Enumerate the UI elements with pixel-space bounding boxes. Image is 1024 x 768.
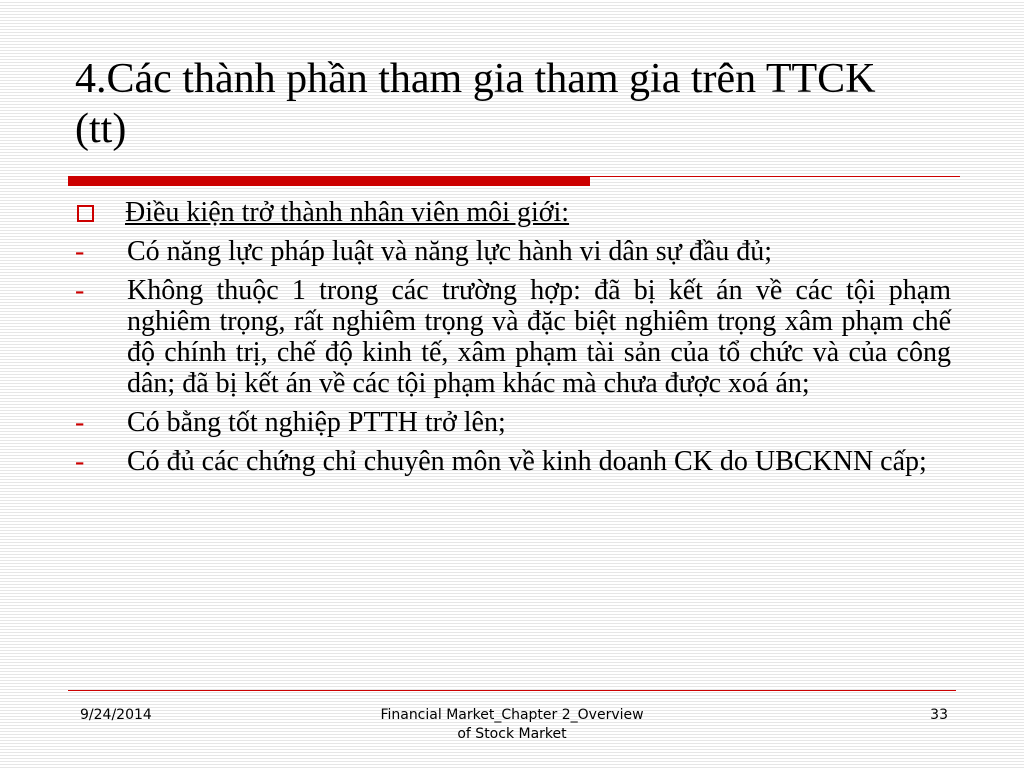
page-number: 33 xyxy=(930,707,948,723)
heading-row xyxy=(75,197,951,228)
title-underline-accent xyxy=(68,176,590,186)
dash-bullet: - xyxy=(75,446,85,477)
slide-body xyxy=(75,197,951,477)
list-item-text: Có năng lực pháp luật và năng lực hành vi dân sự đầu đủ; xyxy=(127,236,773,267)
list-item-text: Không thuộc 1 trong các trường hợp: đã bị kết án về các tội phạm nghiêm trọng, rất nghiêm trọng và đặc biệt nghiêm trọng xâm phạm chế độ chính trị, chế độ kinh tế, xâm phạm tài sản của tổ chức và của công dân; đã bị kết án về các tội phạm khác mà chưa được xoá án; xyxy=(127,275,951,399)
list-item-text: Có bằng tốt nghiệp PTTH trở lên; xyxy=(127,407,506,438)
dash-bullet: - xyxy=(75,407,85,438)
footer-date: 9/24/2014 xyxy=(80,707,152,723)
list-item xyxy=(75,446,951,477)
list-item xyxy=(75,407,951,438)
hollow-square-bullet-icon xyxy=(77,205,94,222)
footer-title: Financial Market_Chapter 2_Overview of Stock Market xyxy=(380,707,644,742)
slide-title: 4.Các thành phần tham gia tham gia trên TTCK (tt) xyxy=(75,56,876,152)
title-underline-thin xyxy=(590,176,960,177)
list-item xyxy=(75,236,951,267)
footer-divider xyxy=(68,690,956,691)
dash-bullet: - xyxy=(75,236,85,267)
dash-bullet: - xyxy=(75,275,85,306)
list-item xyxy=(75,275,951,399)
list-item-text: Có đủ các chứng chỉ chuyên môn về kinh doanh CK do UBCKNN cấp; xyxy=(127,446,927,477)
section-heading: Điều kiện trở thành nhân viên môi giới: xyxy=(125,197,570,228)
